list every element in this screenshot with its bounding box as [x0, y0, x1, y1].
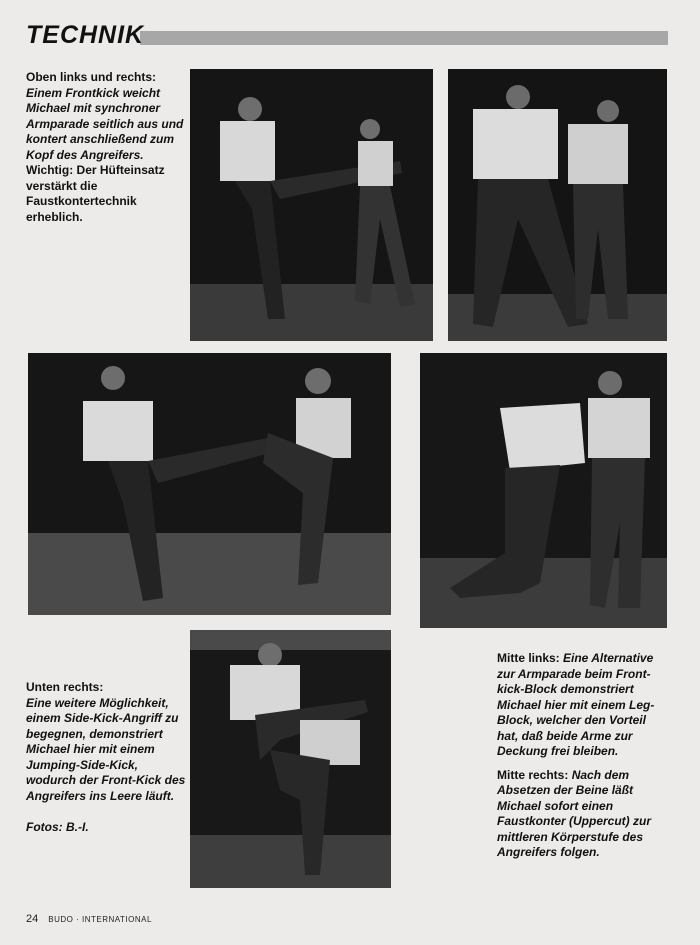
caption-mid-right-body: Nach dem Absetzen der Beine läßt Michael sofort einen Faustkonter (Uppercut) zur mittleren Körperstufe des Angreifers folgen.: [497, 767, 652, 859]
photo-jumping-side-kick: [190, 630, 391, 888]
martial-arts-photo-icon: [448, 69, 667, 341]
caption-top-heading: Oben links und rechts:: [26, 70, 157, 84]
martial-arts-photo-icon: [190, 69, 433, 341]
photo-leg-block: [28, 353, 391, 615]
publication-name: BUDO · INTERNATIONAL: [48, 915, 152, 924]
photo-head-counter: [448, 69, 667, 341]
caption-top-body: Einem Frontkick weicht Michael mit synchroner Armparade seitlich aus und kontert anschließend zum Kopf des Angreifers.: [26, 85, 184, 162]
page-number: 24: [26, 913, 39, 925]
photo-uppercut: [420, 353, 667, 628]
photo-frontkick-evade: [190, 69, 433, 341]
caption-bottom-left-body: Eine weitere Möglichkeit, einem Side-Kick-Angriff zu begegnen, demonstriert Michael hier mit einem Jumping-Side-Kick, wodurch der Front-Kick des Angreifers ins Leere läuft.: [26, 695, 186, 803]
caption-bottom-left-heading: Unten rechts:: [26, 680, 104, 694]
caption-mid-left-heading: Mitte links:: [497, 651, 560, 665]
caption-top: [26, 70, 186, 225]
caption-bottom-right: [497, 651, 669, 861]
caption-bottom-left: [26, 680, 186, 836]
photo-credit: Fotos: B.-I.: [26, 820, 89, 834]
martial-arts-photo-icon: [420, 353, 667, 628]
header-rule: [140, 31, 668, 45]
section-title: TECHNIK: [26, 21, 145, 49]
martial-arts-photo-icon: [190, 630, 391, 888]
caption-mid-left-body: Eine Alternative zur Armparade beim Front-kick-Block demonstriert Michael hier mit einem Leg-Block, welcher den Vorteil hat, daß beide Arme zur Deckung frei bleiben.: [497, 651, 655, 758]
caption-mid-right-heading: Mitte rechts:: [497, 767, 569, 782]
caption-top-note: Wichtig: Der Hüfteinsatz verstärkt die Faustkontertechnik erheblich.: [26, 163, 165, 224]
page-footer: [26, 913, 152, 925]
martial-arts-photo-icon: [28, 353, 391, 615]
